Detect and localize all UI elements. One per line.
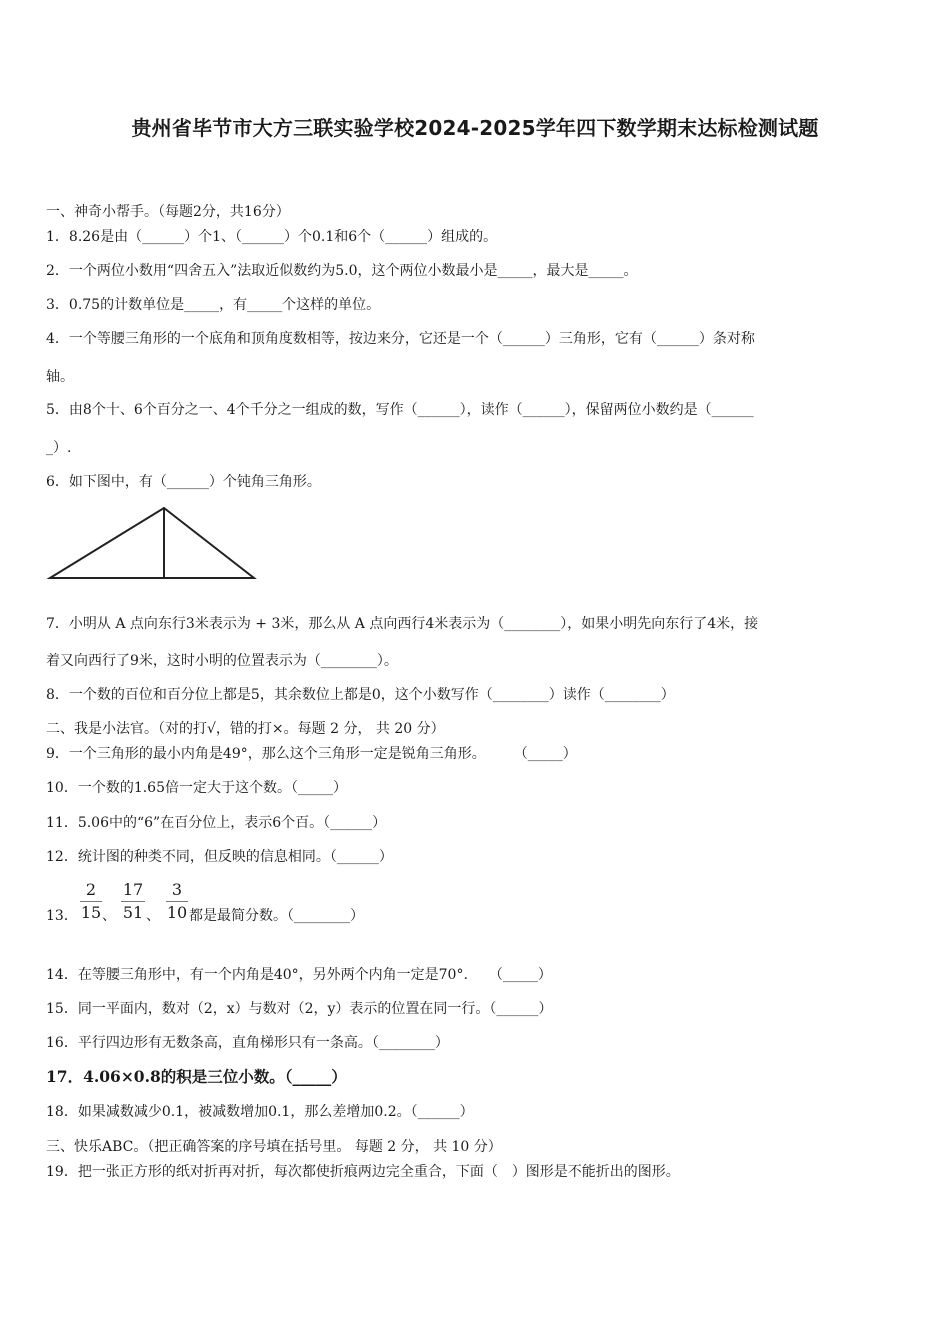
question-4-line-2: 轴。 bbox=[46, 369, 74, 385]
question-15: 15．同一平面内，数对（2，x）与数对（2，y）表示的位置在同一行。（______） bbox=[46, 1001, 553, 1017]
question-5-line-2: _）. bbox=[46, 440, 72, 456]
fraction-separator-1: 、 bbox=[102, 908, 116, 924]
fraction-1-denominator: 15 bbox=[80, 903, 102, 922]
fraction-1 bbox=[80, 880, 102, 923]
section2-heading: 二、我是小法官。（对的打√，错的打×。每题 2 分， 共 20 分） bbox=[46, 721, 445, 737]
fraction-2-denominator: 51 bbox=[122, 903, 144, 922]
question-2: 2．一个两位小数用“四舍五入”法取近似数约为5.0，这个两位小数最小是_____，最大是_____。 bbox=[46, 263, 638, 279]
question-5-line-1: 5．由8个十、6个百分之一、4个千分之一组成的数，写作（______），读作（______），保留两位小数约是（______ bbox=[46, 402, 754, 418]
outer-triangle bbox=[50, 508, 254, 578]
question-16: 16．平行四边形有无数条高，直角梯形只有一条高。（________） bbox=[46, 1035, 449, 1051]
fraction-3 bbox=[166, 880, 188, 923]
triangle-figure bbox=[46, 503, 261, 583]
question-1: 1．8.26是由（______）个1、（______）个0.1和6个（______）组成的。 bbox=[46, 229, 498, 245]
question-7-line-2: 着又向西行了9米，这时小明的位置表示为（________）。 bbox=[46, 653, 398, 669]
fraction-3-numerator: 3 bbox=[171, 880, 183, 899]
section3-heading: 三、快乐ABC。（把正确答案的序号填在括号里。 每题 2 分， 共 10 分） bbox=[46, 1139, 502, 1155]
section1-heading: 一、神奇小帮手。（每题2分，共16分） bbox=[46, 204, 290, 220]
question-6: 6．如下图中，有（______）个钝角三角形。 bbox=[46, 474, 321, 490]
page-title: 贵州省毕节市大方三联实验学校2024-2025学年四下数学期末达标检测试题 bbox=[131, 116, 819, 140]
question-3: 3．0.75的计数单位是_____，有_____个这样的单位。 bbox=[46, 297, 381, 313]
question-17: 17．4.06×0.8的积是三位小数。（_____） bbox=[46, 1067, 347, 1086]
question-7-line-1: 7．小明从 A 点向东行3米表示为 + 3米，那么从 A 点向西行4米表示为（________），如果小明先向东行了4米，接 bbox=[46, 616, 759, 632]
question-18: 18．如果减数减少0.1，被减数增加0.1，那么差增加0.2。（______） bbox=[46, 1104, 474, 1120]
question-4-line-1: 4．一个等腰三角形的一个底角和顶角度数相等，按边来分，它还是一个（______）三角形，它有（______）条对称 bbox=[46, 331, 755, 347]
fraction-1-numerator: 2 bbox=[85, 880, 97, 899]
question-12: 12．统计图的种类不同，但反映的信息相同。（______） bbox=[46, 849, 393, 865]
question-14: 14．在等腰三角形中，有一个内角是40°，另外两个内角一定是70°. （_____） bbox=[46, 967, 552, 983]
question-11: 11．5.06中的“6”在百分位上，表示6个百。（______） bbox=[46, 815, 387, 831]
question-10: 10．一个数的1.65倍一定大于这个数。（_____） bbox=[46, 780, 347, 796]
question-8: 8．一个数的百位和百分位上都是5，其余数位上都是0，这个小数写作（________）读作（________） bbox=[46, 687, 675, 703]
question-13-prefix: 13． bbox=[46, 908, 78, 924]
question-9: 9．一个三角形的最小内角是49°，那么这个三角形一定是锐角三角形。 （_____） bbox=[46, 746, 577, 762]
fraction-2-numerator: 17 bbox=[122, 880, 144, 899]
question-19: 19．把一张正方形的纸对折再对折，每次都使折痕两边完全重合，下面（ ）图形是不能折出的图形。 bbox=[46, 1164, 680, 1180]
fraction-3-denominator: 10 bbox=[166, 903, 188, 922]
fraction-separator-2: 、 bbox=[146, 908, 160, 924]
question-13-suffix: 都是最简分数。（________） bbox=[189, 908, 364, 924]
fraction-2 bbox=[121, 880, 145, 923]
